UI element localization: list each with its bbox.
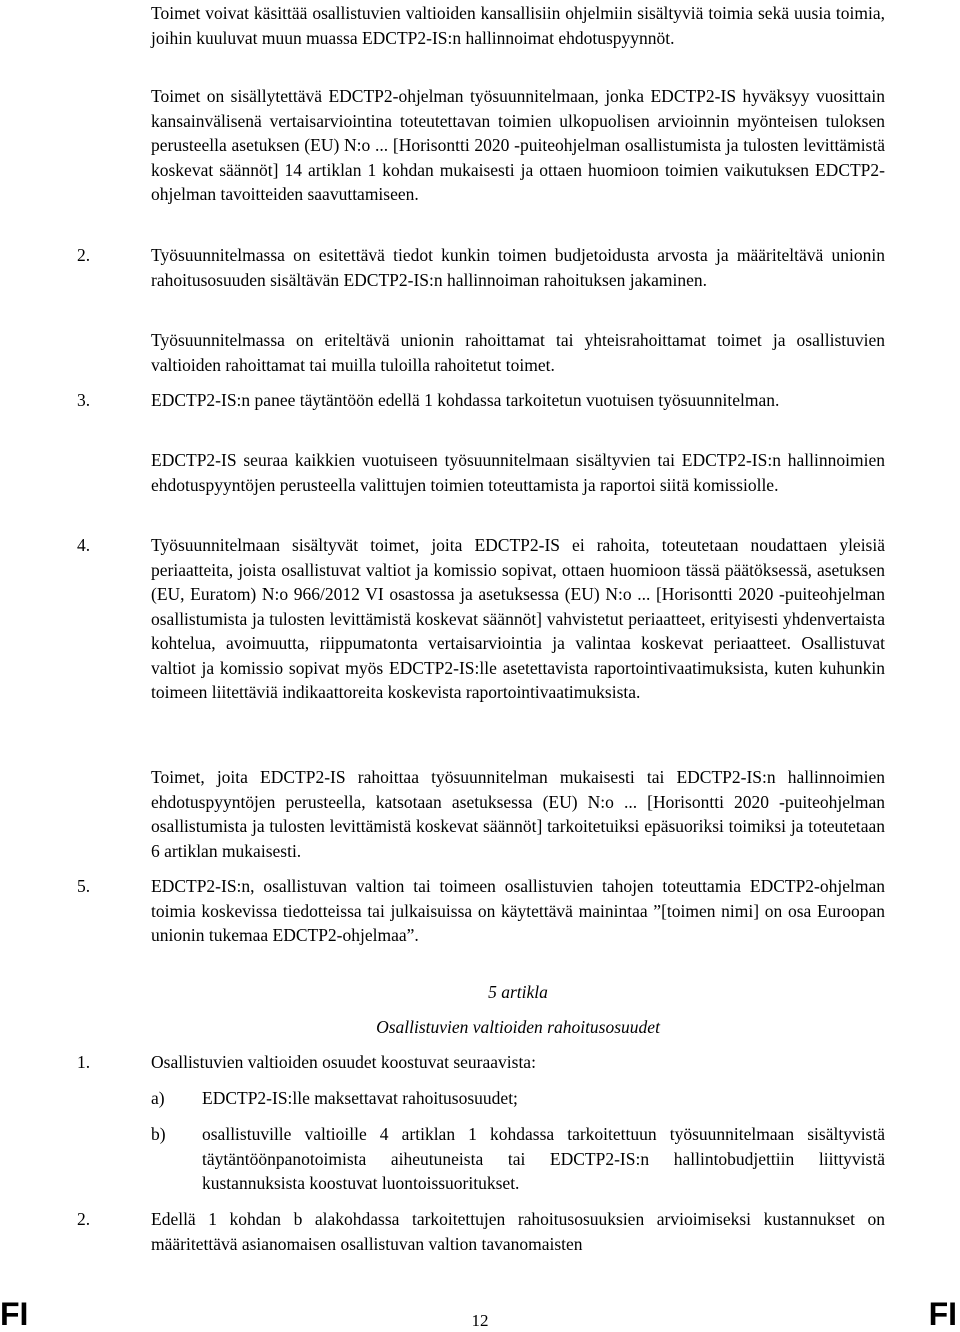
paragraph-work-plan-budget: Työsuunnitelmassa on esitettävä tiedot kunkin toimen budjetoidusta arvosta ja määriteltävä unionin rahoitusosuuden sisältävän EDCTP2-IS:n hallinnoiman rahoituksen jakaminen. [151,245,885,290]
paragraph-indirect-actions: Toimet, joita EDCTP2-IS rahoittaa työsuunnitelman mukaisesti tai EDCTP2-IS:n hallinnoimien ehdotuspyyntöjen perusteella, katsotaan asetuksessa (EU) N:o ... [Horisontti 2020 -puiteohjelman osallistumista ja tulosten levittämistä koskevat säännöt] tarkoitetuiksi epäsuoriksi toimiksi ja toteutetaan 6 artiklan mukaisesti. [151,767,885,861]
paragraph-contributions-intro: Osallistuvien valtioiden osuudet koostuvat seuraavista: [151,1052,536,1072]
item-number-5: 5. [77,876,91,896]
paragraph-work-plan-funding: Työsuunnitelmassa on eriteltävä unionin rahoittamat tai yhteisrahoittamat toimet ja osallistuvien valtioiden rahoittamat tai muilla tuloilla rahoitetut toimet. [151,330,885,375]
article-number: 5 artikla [488,982,548,1002]
page-number: 12 [471,1311,489,1330]
item-number-2: 2. [77,245,91,265]
paragraph-cost-assessment: Edellä 1 kohdan b alakohdassa tarkoitettujen rahoitusosuuksien arvioimiseksi kustannukset on määritettävä asianomaisen osallistuvan valtion tavanomaisten [151,1209,885,1254]
item-number-1: 1. [77,1052,91,1072]
item-number-2-article5: 2. [77,1209,91,1229]
language-code-right: FI [928,1296,957,1332]
paragraph-implementation: EDCTP2-IS:n panee täytäntöön edellä 1 kohdassa tarkoitetun vuotuisen työsuunnitelman. [151,390,780,410]
item-number-3: 3. [77,390,91,410]
paragraph-monitoring: EDCTP2-IS seuraa kaikkien vuotuiseen työsuunnitelmaan sisältyvien tai EDCTP2-IS:n hallinnoimien ehdotuspyyntöjen perusteella valittujen toimien toteuttamista ja raportoi siitä komissiolle. [151,450,885,495]
paragraph-actions-scope: Toimet voivat käsittää osallistuvien valtioiden kansallisiin ohjelmiin sisältyviä toimia sekä uusia toimia, joihin kuuluvat muun muassa EDCTP2-IS:n hallinnoimat ehdotuspyynnöt. [151,3,885,48]
sub-item-financial-contributions: EDCTP2-IS:lle maksettavat rahoitusosuudet; [202,1088,518,1108]
item-number-4: 4. [77,535,91,555]
paragraph-non-funded-actions: Työsuunnitelmaan sisältyvät toimet, joita EDCTP2-IS ei rahoita, toteutetaan noudattaen yleisiä periaatteita, joista osallistuvat valtiot ja komissio sopivat, ottaen huomioon tässä päätöksessä, asetuksen (EU, Euratom) N:o 966/2012 VI osastossa ja asetuksessa (EU) N:o ... [Horisontti 2020 -puiteohjelman osallistumista ja tulosten levittämistä koskevat säännöt] vahvistetut periaatteet, erityisesti yhdenvertaista kohtelua, avoimuutta, riippumatonta vertaisarviointia ja valintaa koskevat periaatteet. Osallistuvat valtiot ja komissio sopivat myös EDCTP2-IS:lle asetettavista raportointivaatimuksista, kuten kuhunkin toimeen liitettäviä indikaattoreita koskevista raportointivaatimuksista. [151,535,885,702]
paragraph-publicity: EDCTP2-IS:n, osallistuvan valtion tai toimeen osallistuvien tahojen toteuttamia EDCTP2-ohjelman toimia koskevissa tiedotteissa tai julkaisuissa on käytettävä mainintaa ”[toimen nimi] on osa Euroopan unionin tukemaa EDCTP2-ohjelmaa”. [151,876,885,945]
sub-item-letter-b: b) [151,1124,166,1144]
sub-item-letter-a: a) [151,1088,165,1108]
article-title: Osallistuvien valtioiden rahoitusosuudet [376,1017,660,1037]
language-code-left: FI [0,1296,29,1332]
paragraph-work-plan-approval: Toimet on sisällytettävä EDCTP2-ohjelman työsuunnitelmaan, jonka EDCTP2-IS hyväksyy vuosittain kansainvälisenä vertaisarviointina toteutettavan toimien ulkopuolisen arvioinnin myönteisen tuloksen perusteella asetuksen (EU) N:o ... [Horisontti 2020 -puiteohjelman osallistumista ja tulosten levittämistä koskevat säännöt] 14 artiklan 1 kohdan mukaisesti ja ottaen huomioon toimien vaikutuksen EDCTP2-ohjelman tavoitteiden saavuttamiseen. [151,86,885,204]
sub-item-in-kind-contributions: osallistuville valtioille 4 artiklan 1 kohdassa tarkoitettuun työsuunnitelmaan sisältyvistä täytäntöönpanotoimista aiheutuneista tai EDCTP2-IS:n hallintobudjettiin liittyvistä kustannuksista koostuvat luontoissuoritukset. [202,1124,885,1193]
